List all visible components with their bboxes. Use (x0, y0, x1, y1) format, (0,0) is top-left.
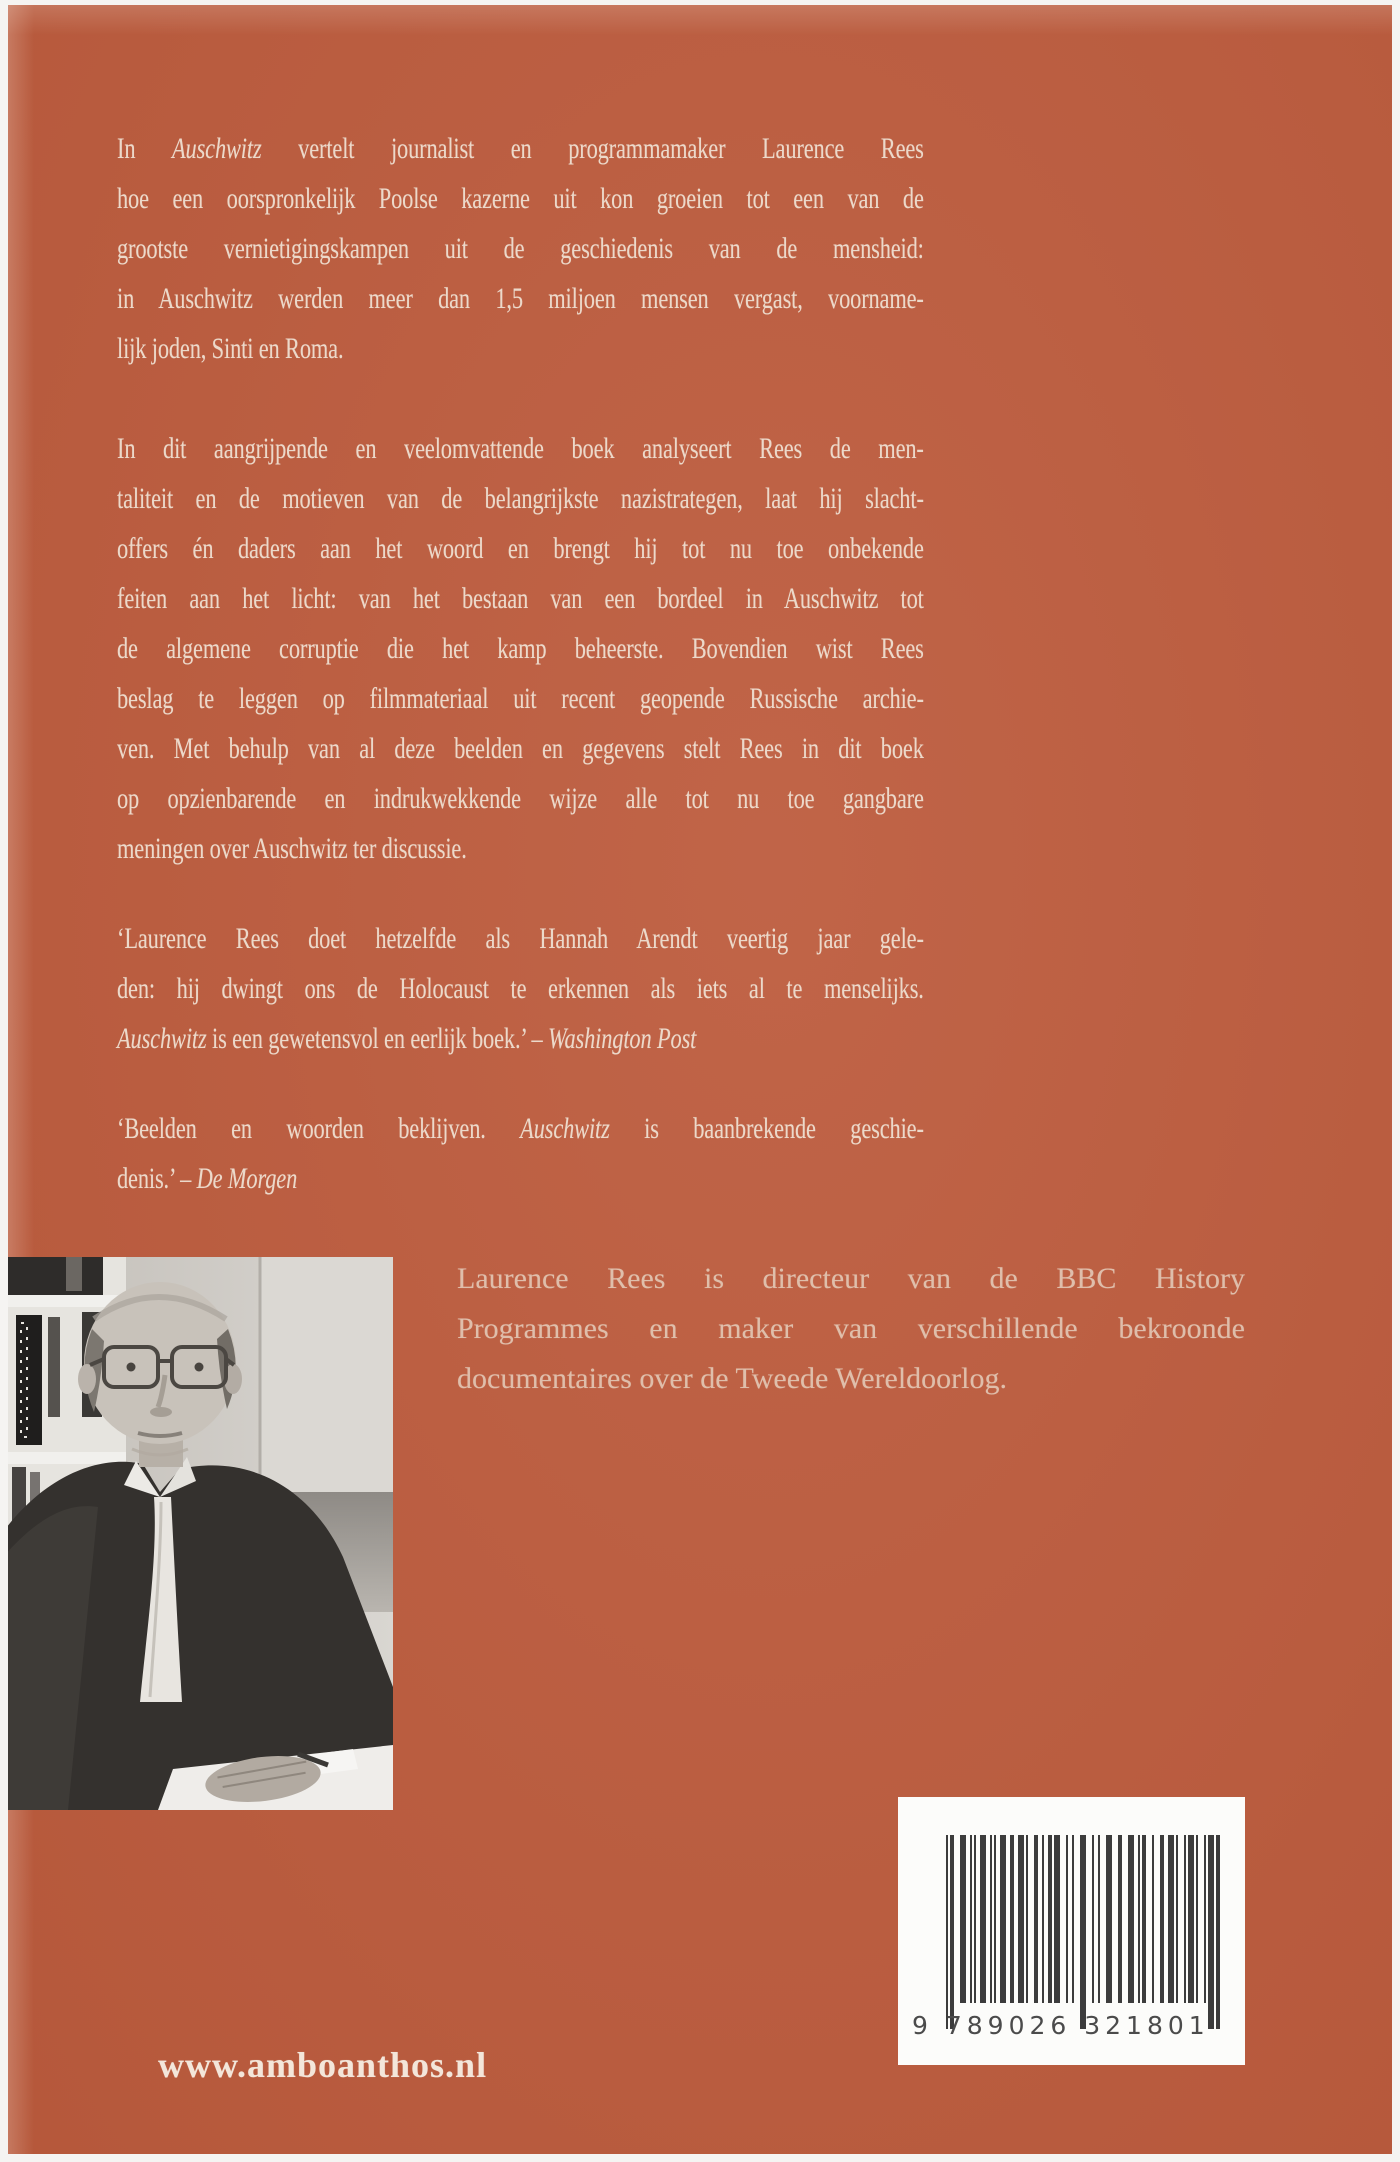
barcode-bar (960, 1835, 966, 2003)
barcode-bar (1188, 1835, 1194, 2003)
barcode-bar (974, 1835, 976, 2003)
barcode-bar (1000, 1835, 1006, 2003)
text-line: ven. Met behulp van al deze beelden en gegevens stelt Rees in dit boek (117, 732, 924, 765)
barcode-bar (980, 1835, 986, 2003)
text-line: grootste vernietigingskampen uit de geschiedenis van de mensheid: (117, 232, 924, 265)
barcode-bar (1026, 1835, 1028, 2003)
publisher-url: www.amboanthos.nl (158, 2045, 488, 2085)
barcode-bar (1054, 1835, 1060, 2003)
text-line: op opzienbarende en indrukwekkende wijze alle tot nu toe gangbare (117, 782, 924, 815)
barcode-bar (1196, 1835, 1198, 2003)
barcode-bar (1010, 1835, 1014, 2003)
text-line: de algemene corruptie die het kamp beheerste. Bovendien wist Rees (117, 632, 924, 665)
text-line: Laurence Rees is directeur van de BBC History (457, 1262, 1245, 1295)
barcode-bar (1018, 1835, 1024, 2003)
author-photo (8, 1257, 393, 1810)
barcode-bar (1142, 1835, 1146, 2003)
barcode-bar (950, 1835, 954, 2029)
text-line: hoe een oorspronkelijk Poolse kazerne uit kon groeien tot een van de (117, 182, 924, 215)
barcode-digits: 9 789026 321801 (912, 2011, 1210, 2040)
text-line: In Auschwitz vertelt journalist en programmamaker Laurence Rees (117, 132, 924, 165)
barcode-bar (1034, 1835, 1038, 2003)
text-line: den: hij dwingt ons de Holocaust te erkennen als iets al te menselijks. (117, 972, 924, 1005)
text-line: feiten aan het licht: van het bestaan van een bordeel in Auschwitz tot (117, 582, 924, 615)
text-line: documentaires over de Tweede Wereldoorlog. (457, 1362, 1008, 1395)
barcode-bar (1184, 1835, 1186, 2003)
barcode-bar (994, 1835, 996, 2003)
text-line: meningen over Auschwitz ter discussie. (117, 832, 467, 865)
text-line: taliteit en de motieven van de belangrijkste nazistrategen, laat hij slacht- (117, 482, 924, 515)
review-quote-de-morgen (117, 1104, 924, 1204)
text-line: Programmes en maker van verschillende bekroonde (457, 1312, 1245, 1345)
description-paragraph (117, 424, 924, 874)
barcode-bars (946, 1835, 1222, 2035)
intro-paragraph (117, 124, 924, 374)
barcode (898, 1797, 1245, 2065)
barcode-bar (1216, 1835, 1220, 2029)
barcode-bar (990, 1835, 992, 2003)
barcode-bar (1160, 1835, 1164, 2003)
barcode-bar (970, 1835, 972, 2003)
text-line: beslag te leggen op filmmateriaal uit recent geopende Russische archie- (117, 682, 924, 715)
text-line: ‘Laurence Rees doet hetzelfde als Hannah Arendt veertig jaar gele- (117, 922, 924, 955)
barcode-bar (1106, 1835, 1112, 2003)
text-line: offers én daders aan het woord en brengt hij tot nu toe onbekende (117, 532, 924, 565)
barcode-bar (1042, 1835, 1044, 2003)
review-quote-washington-post (117, 914, 924, 1064)
barcode-bar (1208, 1835, 1214, 2029)
author-bio (457, 1254, 1245, 1404)
barcode-bar (1048, 1835, 1052, 2003)
text-line: denis.’ – De Morgen (117, 1162, 298, 1195)
text-line: ‘Beelden en woorden beklijven. Auschwitz is baanbrekende geschie- (117, 1112, 924, 1145)
text-line: Auschwitz is een gewetensvol en eerlijk boek.’ – Washington Post (117, 1022, 697, 1055)
barcode-bar (1176, 1835, 1178, 2003)
barcode-bar (1152, 1835, 1154, 2003)
barcode-bar (1080, 1835, 1086, 2029)
text-line: lijk joden, Sinti en Roma. (117, 332, 344, 365)
text-line: In dit aangrijpende en veelomvattende boek analyseert Rees de men- (117, 432, 924, 465)
barcode-bar (1092, 1835, 1094, 2003)
barcode-bar (1118, 1835, 1122, 2003)
barcode-bar (1066, 1835, 1068, 2003)
author-photo-illustration (8, 1257, 393, 1810)
barcode-bar (1072, 1835, 1074, 2003)
barcode-bar (1138, 1835, 1140, 2003)
text-line: in Auschwitz werden meer dan 1,5 miljoen mensen vergast, voorname- (117, 282, 924, 315)
barcode-bar (1204, 1835, 1206, 2003)
barcode-bar (1168, 1835, 1174, 2003)
barcode-bar (946, 1835, 948, 2029)
barcode-bar (1098, 1835, 1100, 2003)
barcode-bar (1128, 1835, 1134, 2003)
